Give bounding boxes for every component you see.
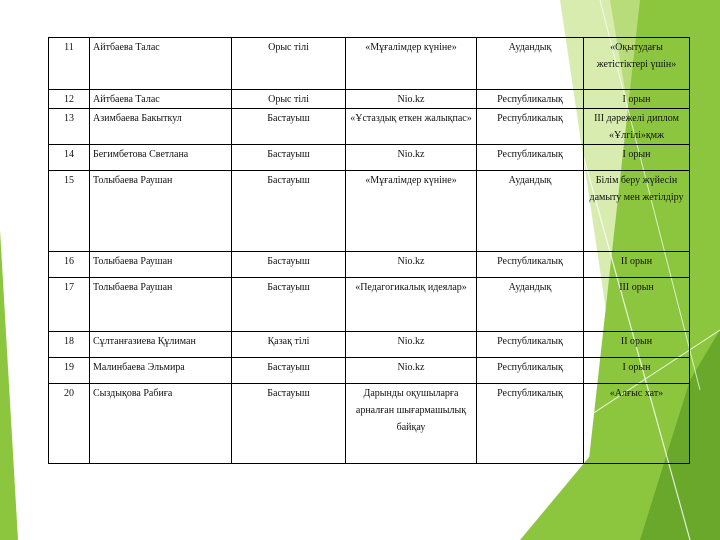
cell-subject: Бастауыш — [232, 145, 346, 171]
cell-event: Nio.kz — [346, 145, 477, 171]
cell-event: Дарынды оқушыларға арналған шығармашылық байқау — [346, 384, 477, 464]
cell-result: І орын — [584, 358, 690, 384]
cell-subject: Бастауыш — [232, 358, 346, 384]
cell-number: 16 — [49, 252, 90, 278]
cell-event: «Мұғалімдер күніне» — [346, 171, 477, 252]
cell-level: Республикалық — [477, 332, 584, 358]
cell-number: 20 — [49, 384, 90, 464]
cell-result: ІІ орын — [584, 252, 690, 278]
cell-level: Республикалық — [477, 358, 584, 384]
cell-number: 17 — [49, 278, 90, 332]
cell-teacher-name: Толыбаева Раушан — [90, 252, 232, 278]
cell-level: Республикалық — [477, 384, 584, 464]
table-row — [49, 384, 690, 464]
cell-number: 12 — [49, 90, 90, 109]
cell-event: Nio.kz — [346, 332, 477, 358]
cell-number: 18 — [49, 332, 90, 358]
cell-teacher-name: Сұлтанғазиева Құлиман — [90, 332, 232, 358]
cell-subject: Орыс тілі — [232, 90, 346, 109]
cell-result: ІІ орын — [584, 332, 690, 358]
cell-event: «Мұғалімдер күніне» — [346, 38, 477, 90]
cell-teacher-name: Сыздықова Рабиға — [90, 384, 232, 464]
cell-subject: Бастауыш — [232, 384, 346, 464]
table-row — [49, 38, 690, 90]
table-row — [49, 358, 690, 384]
cell-number: 19 — [49, 358, 90, 384]
awards-table — [48, 37, 690, 464]
cell-result: Білім беру жүйесін дамыту мен жетілдіру — [584, 171, 690, 252]
cell-teacher-name: Толыбаева Раушан — [90, 278, 232, 332]
cell-number: 15 — [49, 171, 90, 252]
cell-event: Nio.kz — [346, 252, 477, 278]
cell-level: Республикалық — [477, 109, 584, 145]
table-row — [49, 278, 690, 332]
table-row — [49, 252, 690, 278]
cell-event: «Педагогикалық идеялар» — [346, 278, 477, 332]
cell-result: «Оқытудағы жетістіктері үшін» — [584, 38, 690, 90]
table-row — [49, 171, 690, 252]
cell-number: 14 — [49, 145, 90, 171]
cell-level: Аудандық — [477, 171, 584, 252]
cell-event: «Ұстаздық еткен жалықпас» — [346, 109, 477, 145]
table-row — [49, 90, 690, 109]
cell-subject: Бастауыш — [232, 171, 346, 252]
cell-result: ІІІ дәрежелі диплом «Ұлгілі»қмж — [584, 109, 690, 145]
table-row — [49, 332, 690, 358]
table-row — [49, 145, 690, 171]
cell-subject: Қазақ тілі — [232, 332, 346, 358]
cell-number: 11 — [49, 38, 90, 90]
cell-subject: Бастауыш — [232, 278, 346, 332]
cell-level: Аудандық — [477, 278, 584, 332]
cell-event: Nio.kz — [346, 90, 477, 109]
cell-teacher-name: Айтбаева Талас — [90, 90, 232, 109]
cell-level: Республикалық — [477, 145, 584, 171]
cell-result: ІІІ орын — [584, 278, 690, 332]
cell-level: Республикалық — [477, 90, 584, 109]
cell-subject: Бастауыш — [232, 109, 346, 145]
cell-number: 13 — [49, 109, 90, 145]
cell-result: І орын — [584, 90, 690, 109]
cell-level: Республикалық — [477, 252, 584, 278]
cell-event: Nio.kz — [346, 358, 477, 384]
cell-teacher-name: Толыбаева Раушан — [90, 171, 232, 252]
cell-subject: Орыс тілі — [232, 38, 346, 90]
cell-teacher-name: Азимбаева Бакыткул — [90, 109, 232, 145]
cell-teacher-name: Айтбаева Талас — [90, 38, 232, 90]
cell-result: І орын — [584, 145, 690, 171]
cell-result: «Алғыс хат» — [584, 384, 690, 464]
left-green-wedge — [0, 230, 18, 540]
cell-level: Аудандық — [477, 38, 584, 90]
cell-subject: Бастауыш — [232, 252, 346, 278]
awards-table-container — [48, 37, 690, 464]
cell-teacher-name: Малинбаева Эльмира — [90, 358, 232, 384]
table-row — [49, 109, 690, 145]
cell-teacher-name: Бегимбетова Светлана — [90, 145, 232, 171]
